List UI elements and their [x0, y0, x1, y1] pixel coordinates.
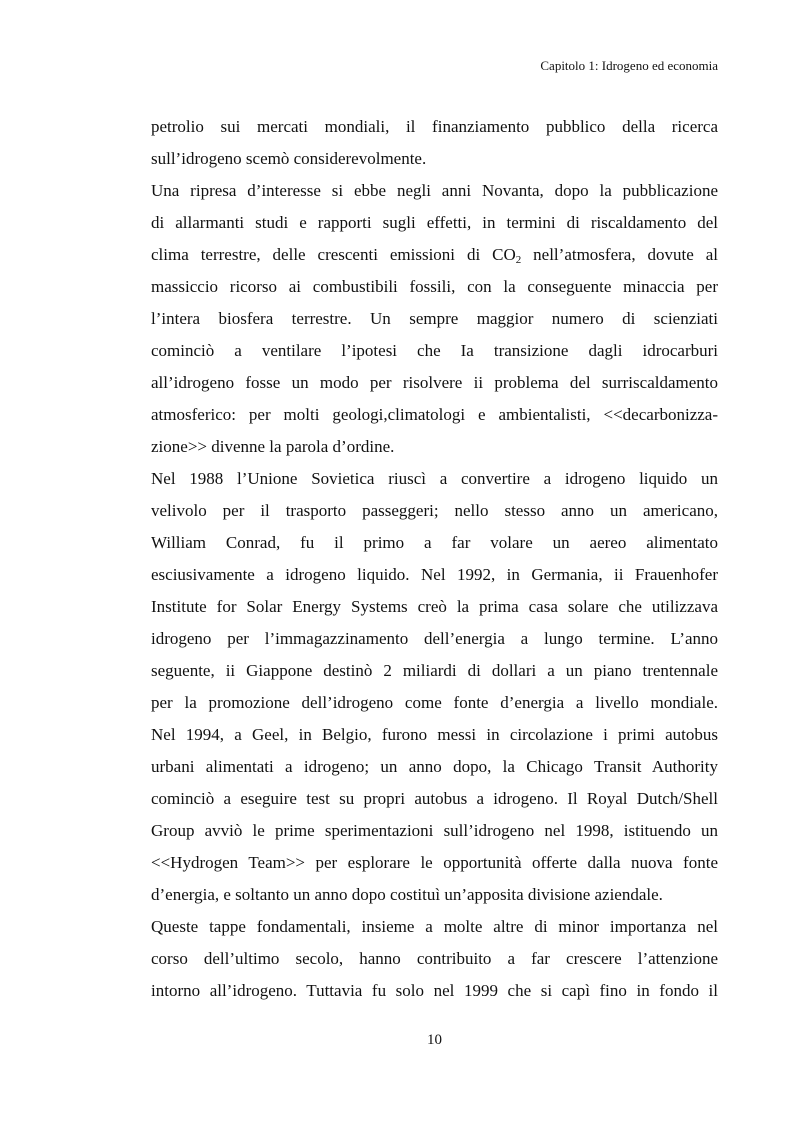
- page-number: 10: [427, 1032, 442, 1048]
- text-line: Nel 1994, a Geel, in Belgio, furono messi in circolazione i primi autobus: [151, 725, 718, 744]
- running-header: Capitolo 1: Idrogeno ed economia: [540, 58, 718, 73]
- text-line: intorno all’idrogeno. Tuttavia fu solo nel 1999 che si capì fino in fondo il: [151, 981, 718, 1000]
- text-line: Queste tappe fondamentali, insieme a molte altre di minor importanza nel: [151, 917, 718, 936]
- text-line: petrolio sui mercati mondiali, il finanziamento pubblico della ricerca: [151, 117, 718, 136]
- subscript-text: 2: [515, 254, 522, 266]
- text-line: cominciò a eseguire test su propri autobus a idrogeno. Il Royal Dutch/Shell: [151, 789, 718, 808]
- text-line: zione>> divenne la parola d’ordine.: [151, 437, 395, 456]
- text-line: sull’idrogeno scemò considerevolmente.: [151, 149, 427, 168]
- text-fragment: nell’atmosfera, dovute al: [521, 245, 718, 264]
- text-line: massiccio ricorso ai combustibili fossili, con la conseguente minaccia per: [151, 277, 718, 296]
- text-line: Una ripresa d’interesse si ebbe negli anni Novanta, dopo la pubblicazione: [151, 181, 718, 200]
- text-line: Group avviò le prime sperimentazioni sull’idrogeno nel 1998, istituendo un: [151, 821, 718, 840]
- text-line: William Conrad, fu il primo a far volare un aereo alimentato: [151, 533, 718, 552]
- text-line: Nel 1988 l’Unione Sovietica riuscì a convertire a idrogeno liquido un: [151, 469, 718, 488]
- text-line: corso dell’ultimo secolo, hanno contribuito a far crescere l’attenzione: [151, 949, 718, 968]
- text-line: seguente, ii Giappone destinò 2 miliardi di dollari a un piano trentennale: [151, 661, 718, 680]
- text-line: velivolo per il trasporto passeggeri; nello stesso anno un americano,: [151, 501, 718, 520]
- text-line: d’energia, e soltanto un anno dopo costituì un’apposita divisione aziendale.: [151, 885, 663, 904]
- text-line: all’idrogeno fosse un modo per risolvere ii problema del surriscaldamento: [151, 373, 718, 392]
- text-line: [151, 239, 718, 271]
- text-line: per la promozione dell’idrogeno come fonte d’energia a livello mondiale.: [151, 693, 718, 712]
- text-line: <<Hydrogen Team>> per esplorare le opportunità offerte dalla nuova fonte: [151, 853, 718, 872]
- text-line: Institute for Solar Energy Systems creò la prima casa solare che utilizzava: [151, 597, 718, 616]
- body-text: [151, 111, 718, 1007]
- text-fragment: clima terrestre, delle crescenti emissioni di CO: [151, 245, 516, 264]
- text-line: l’intera biosfera terrestre. Un sempre maggior numero di scienziati: [151, 309, 718, 328]
- text-line: di allarmanti studi e rapporti sugli effetti, in termini di riscaldamento del: [151, 213, 718, 232]
- text-line: cominciò a ventilare l’ipotesi che Ia transizione dagli idrocarburi: [151, 341, 718, 360]
- text-line: atmosferico: per molti geologi,climatologi e ambientalisti, <<decarbonizza-: [151, 405, 718, 424]
- text-line: esciusivamente a idrogeno liquido. Nel 1992, in Germania, ii Frauenhofer: [151, 565, 718, 584]
- text-line: urbani alimentati a idrogeno; un anno dopo, la Chicago Transit Authority: [151, 757, 718, 776]
- text-line: idrogeno per l’immagazzinamento dell’energia a lungo termine. L’anno: [151, 629, 718, 648]
